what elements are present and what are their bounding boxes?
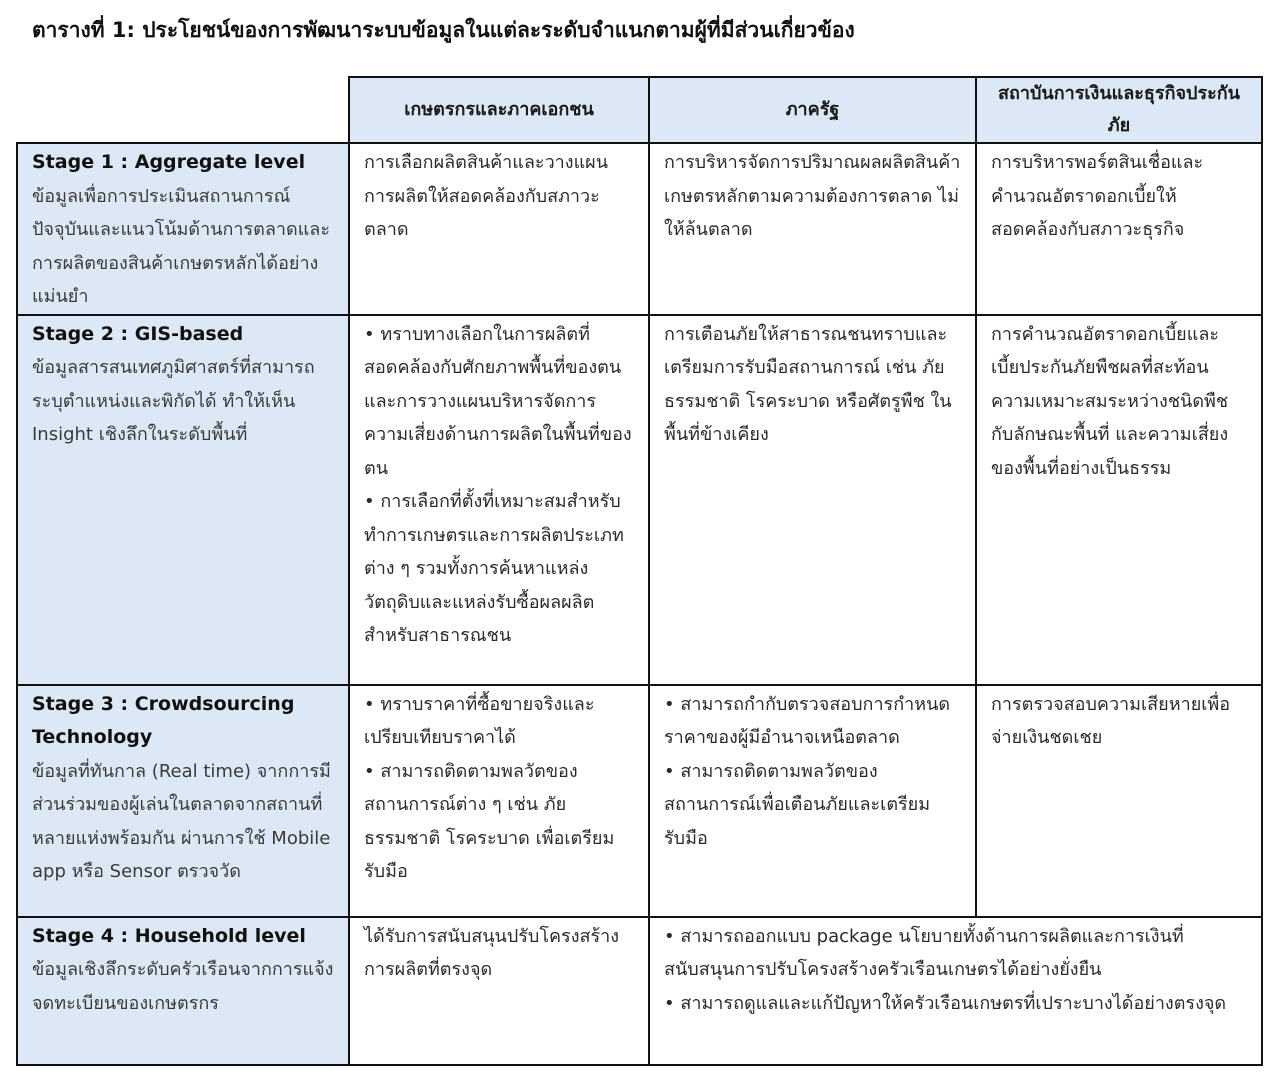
farmers-private-cell: [349, 315, 649, 685]
cell-text: ได้รับการสนับสนุนปรับโครงสร้างการผลิตที่ตรงจุด: [364, 925, 620, 980]
bullet-item: • ทราบทางเลือกในการผลิตที่สอดคล้องกับศักยภาพพื้นที่ของตน และการวางแผนบริหารจัดการความเสี่ยงด้านการผลิตในพื้นที่ของตน: [364, 318, 634, 486]
finance-insurance-cell: [976, 315, 1262, 685]
bullet-item: • การเลือกที่ตั้งที่เหมาะสมสำหรับทำการเกษตรและการผลิตประเภทต่าง ๆ รวมทั้งการค้นหาแหล่งวัตถุดิบและแหล่งรับซื้อผลผลิตสำหรับสาธารณชน: [364, 485, 634, 653]
table-row-stage-2: [17, 315, 1262, 685]
table-row-stage-4: [17, 917, 1262, 1065]
bullet-item: • สามารถดูแลและแก้ปัญหาให้ครัวเรือนเกษตรที่เปราะบางได้อย่างตรงจุด: [664, 987, 1247, 1021]
farmers-private-cell: [349, 143, 649, 315]
table-row-stage-3: [17, 685, 1262, 917]
cell-text: การคำนวณอัตราดอกเบี้ยและเบี้ยประกันภัยพืชผลที่สะท้อนความเหมาะสมระหว่างชนิดพืชกับลักษณะพื้นที่ และความเสี่ยงของพื้นที่อย่างเป็นธรรม: [991, 323, 1229, 479]
table-header-row: [17, 77, 1262, 143]
bullet-item: • ทราบราคาที่ซื้อขายจริงและเปรียบเทียบราคาได้: [364, 688, 634, 755]
cell-text: การตรวจสอบความเสียหายเพื่อจ่ายเงินชดเชย: [991, 693, 1231, 748]
cell-text: การเตือนภัยให้สาธารณชนทราบและเตรียมการรับมือสถานการณ์ เช่น ภัยธรรมชาติ โรคระบาด หรือศัตรูพืช ในพื้นที่ข้างเคียง: [664, 323, 952, 445]
bullet-item: • สามารถออกแบบ package นโยบายทั้งด้านการผลิตและการเงินที่สนับสนุนการปรับโครงสร้างครัวเรือนเกษตรได้อย่างยั่งยืน: [664, 920, 1247, 987]
stage-title: Stage 1 : Aggregate level: [32, 151, 306, 173]
stage-cell: [17, 143, 349, 315]
bullet-item: • สามารถกำกับตรวจสอบการกำหนดราคาของผู้มีอำนาจเหนือตลาด: [664, 688, 961, 755]
cell-text: การบริหารพอร์ตสินเชื่อและคำนวณอัตราดอกเบี้ยให้สอดคล้องกับสภาวะธุรกิจ: [991, 152, 1204, 240]
government-cell: [649, 685, 976, 917]
bullet-item: • สามารถติดตามพลวัตของสถานการณ์ต่าง ๆ เช่น ภัยธรรมชาติ โรคระบาด เพื่อเตรียมรับมือ: [364, 755, 634, 889]
stage-cell: [17, 315, 349, 685]
cell-text: การบริหารจัดการปริมาณผลผลิตสินค้าเกษตรหลักตามความต้องการตลาด ไม่ให้ล้นตลาด: [664, 152, 961, 240]
document-title: ตารางที่ 1: ประโยชน์ของการพัฒนาระบบข้อมูลในแต่ละระดับจำแนกตามผู้ที่มีส่วนเกี่ยวข้อง: [32, 18, 855, 42]
cell-text: การเลือกผลิตสินค้าและวางแผนการผลิตให้สอดคล้องกับสภาวะตลาด: [364, 152, 609, 240]
header-finance-insurance: สถาบันการเงินและธุรกิจประกันภัย: [976, 77, 1262, 143]
government-cell: [649, 143, 976, 315]
stage-description: ข้อมูลที่ทันกาล (Real time) จากการมีส่วนร่วมของผู้เล่นในตลาดจากสถานที่หลายแห่งพร้อมกัน ผ่านการใช้ Mobile app หรือ Sensor ตรวจวัด: [32, 760, 331, 882]
finance-insurance-cell: [976, 143, 1262, 315]
benefit-table: [16, 76, 1263, 1066]
farmers-private-cell: [349, 917, 649, 1065]
finance-insurance-cell: [976, 685, 1262, 917]
stage-description: ข้อมูลเชิงลึกระดับครัวเรือนจากการแจ้งจดทะเบียนของเกษตรกร: [32, 959, 334, 1014]
stage-cell: [17, 917, 349, 1065]
header-government: ภาครัฐ: [649, 77, 976, 143]
stage-cell: [17, 685, 349, 917]
government-finance-merged-cell: [649, 917, 1262, 1065]
header-farmers-private: เกษตรกรและภาคเอกชน: [349, 77, 649, 143]
stage-title: Stage 4 : Household level: [32, 924, 306, 947]
stage-description: ข้อมูลเพื่อการประเมินสถานการณ์ปัจจุบันและแนวโน้มด้านการตลาดและการผลิตของสินค้าเกษตรหลักได้อย่างแม่นยำ: [32, 185, 330, 307]
stage-title: Stage 2 : GIS-based: [32, 322, 244, 345]
stage-description: ข้อมูลสารสนเทศภูมิศาสตร์ที่สามารถระบุตำแหน่งและพิกัดได้ ทำให้เห็น Insight เชิงลึกในระดับพื้นที่: [32, 357, 315, 445]
table-row-stage-1: [17, 143, 1262, 315]
farmers-private-cell: [349, 685, 649, 917]
bullet-item: • สามารถติดตามพลวัตของสถานการณ์เพื่อเตือนภัยและเตรียมรับมือ: [664, 755, 961, 856]
stage-title: Stage 3 : Crowdsourcing Technology: [32, 692, 295, 748]
header-corner-cell: [17, 77, 349, 143]
government-cell: [649, 315, 976, 685]
